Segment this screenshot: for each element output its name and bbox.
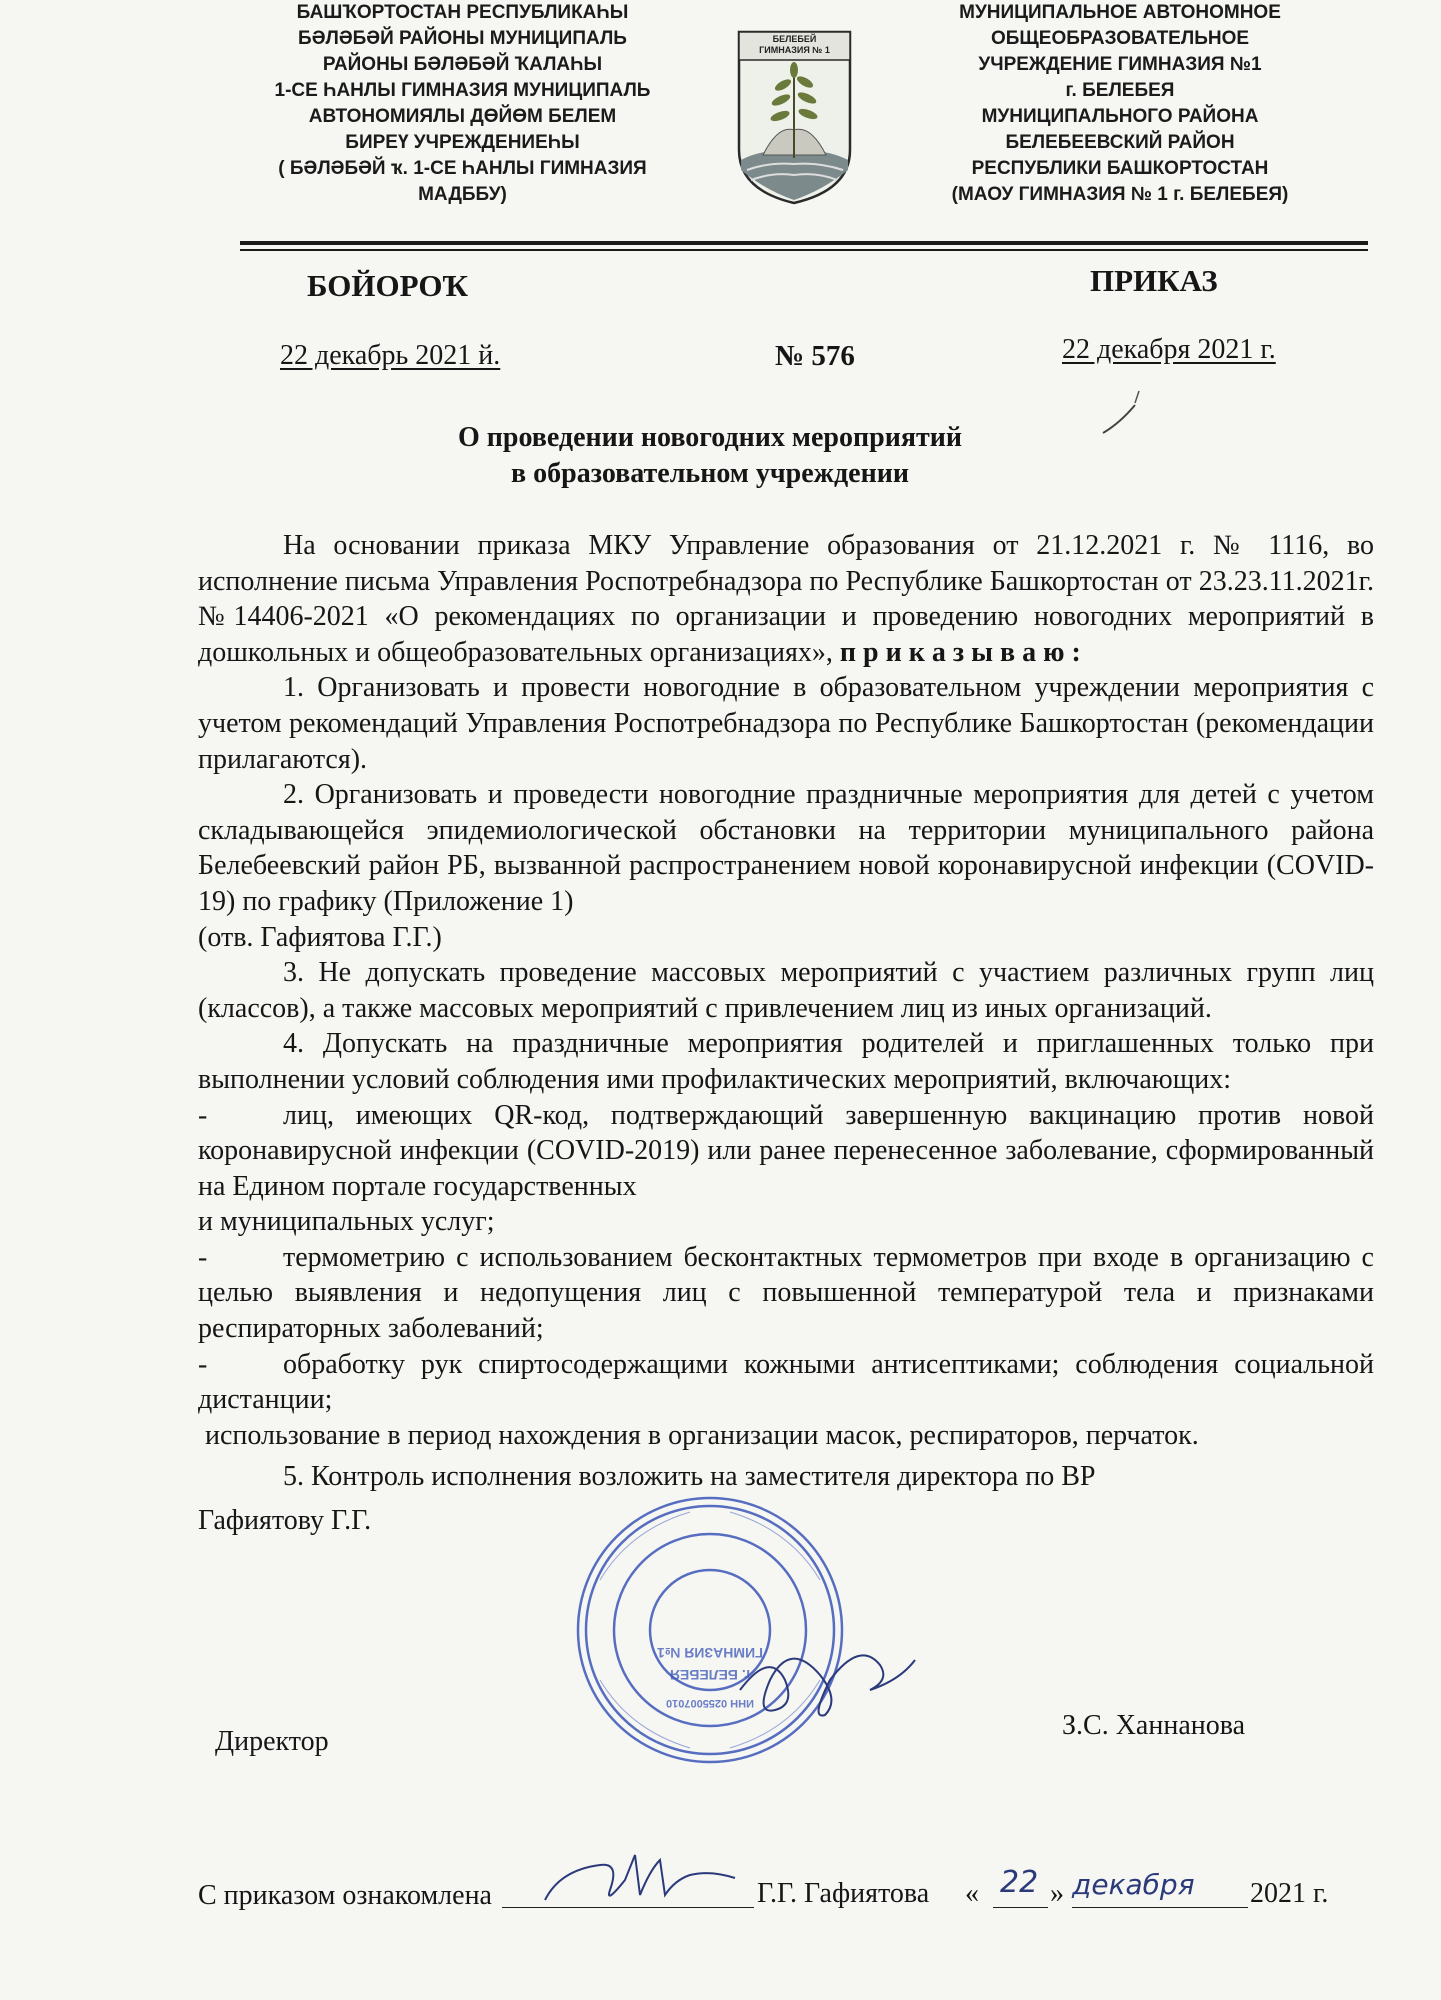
- ack-day-line: [993, 1907, 1048, 1908]
- header-left-line: БАШҠОРТОСТАН РЕСПУБЛИКАҺЫ: [296, 2, 629, 23]
- subitem-antiseptic-text: обработку рук спиртосодержащими кожными антисептиками; соблюдения социальной дистанции;: [198, 1348, 1374, 1416]
- ack-prefix: С приказом ознакомлена: [198, 1880, 492, 1911]
- subitem-antiseptic: [198, 1347, 1374, 1418]
- header-left-line: 1-СЕ ҺАНЛЫ ГИМНАЗИЯ МУНИЦИПАЛЬ: [274, 80, 651, 101]
- school-emblem: [733, 30, 856, 205]
- emblem-label-line: ГИМНАЗИЯ № 1: [759, 45, 830, 55]
- header-left-line: БИРЕҮ УЧРЕЖДЕНИЕҺЫ: [345, 132, 580, 153]
- header-left-line: АВТОНОМИЯЛЫ ДӨЙӨМ БЕЛЕМ: [308, 106, 617, 127]
- stamp-inner-text: ГИМНАЗИЯ №1: [656, 1645, 764, 1661]
- decree-word: п р и к а з ы в а ю :: [839, 636, 1081, 668]
- header-right-line: (МАОУ ГИМНАЗИЯ № 1 г. БЕЛЕБЕЯ): [951, 184, 1289, 205]
- ack-date-close-quote: »: [1050, 1878, 1064, 1909]
- subitem-masks: использование в период нахождения в организации масок, респираторов, перчаток.: [198, 1419, 1199, 1451]
- emblem-label-line: БЕЛЕБЕЙ: [772, 34, 817, 44]
- order-subject: [400, 420, 1020, 492]
- header-left-line: ( БӘЛӘБӘЙ ҡ. 1-СЕ ҺАНЛЫ ГИМНАЗИЯ: [278, 158, 647, 179]
- header-right-line: УЧРЕЖДЕНИЕ ГИМНАЗИЯ №1: [978, 54, 1262, 75]
- header-right-line: МУНИЦИПАЛЬНОГО РАЙОНА: [981, 106, 1259, 127]
- director-name: З.С. Ханнанова: [1062, 1710, 1246, 1741]
- stamp-inn: ИНН 0255007010: [665, 1697, 755, 1709]
- dash-marker: -: [198, 1099, 208, 1131]
- order-body: [198, 528, 1374, 1539]
- dash-marker: -: [198, 1241, 208, 1273]
- emblem-label: [733, 34, 856, 56]
- subitem-qr-text: лиц, имеющих QR-код, подтверждающий завершенную вакцинацию против новой коронавирусной инфекции (COVID-2019) или ранее перенесенное заболевание, сформированный на Едином портале государственных: [198, 1099, 1374, 1202]
- header-left-bashkir: [225, 0, 700, 208]
- subitem-thermometry: [198, 1240, 1374, 1347]
- date-bashkir: 22 декабрь 2021 й.: [280, 340, 501, 371]
- header-left-line: МАДББУ): [418, 184, 507, 205]
- ack-month-handwritten: декабря: [1072, 1868, 1195, 1901]
- header-right-line: МУНИЦИПАЛЬНОЕ АВТОНОМНОЕ: [959, 2, 1281, 23]
- director-title: Директор: [215, 1726, 329, 1757]
- item-5: 5. Контроль исполнения возложить на заместителя директора по ВР: [283, 1461, 1096, 1493]
- header-right-line: ОБЩЕОБРАЗОВАТЕЛЬНОЕ: [990, 28, 1250, 49]
- header-right-russian: [900, 0, 1340, 208]
- item-3: 3. Не допускать проведение массовых мероприятий с участием различных групп лиц (классов), а также массовых мероприятий с привлечением лиц из иных организаций.: [198, 957, 1374, 1024]
- emblem-shield-icon: [733, 30, 856, 205]
- header-right-line: г. БЕЛЕБЕЯ: [1065, 80, 1175, 101]
- item-1: 1. Организовать и провести новогодние в образовательном учреждении мероприятия с учетом рекомендаций Управления Роспотребнадзора по Республике Башкортостан (рекомендации прилагаются).: [198, 672, 1374, 775]
- order-number: № 576: [775, 340, 855, 372]
- header-left-line: РАЙОНЫ БӘЛӘБӘЙ ҠАЛАҺЫ: [322, 54, 603, 75]
- subitem-qr-tail: и муниципальных услуг;: [198, 1206, 495, 1238]
- title-bashkir: БОЙОРОҠ: [307, 268, 469, 303]
- header-left-line: БӘЛӘБӘЙ РАЙОНЫ МУНИЦИПАЛЬ: [298, 28, 627, 49]
- item-2: 2. Организовать и проведести новогодние праздничные мероприятия для детей с учетом складывающейся эпидемиологической обстановки на территории муниципального района Белебеевский район РБ, вызванной распространением новой коронавирусной инфекции (COVID-19) по графику (Приложение 1): [198, 779, 1374, 917]
- subject-line: О проведении новогодних мероприятий: [457, 422, 963, 453]
- dash-marker: -: [198, 1348, 208, 1380]
- header-divider-thick: [240, 241, 1368, 245]
- ack-name: Г.Г. Гафиятова: [757, 1878, 930, 1909]
- pen-mark-icon: [1095, 385, 1150, 440]
- ack-month-line: [1072, 1907, 1248, 1908]
- ack-day-handwritten: 22: [1000, 1865, 1039, 1900]
- ack-year: 2021 г.: [1250, 1878, 1329, 1909]
- stamp-city: г. БЕЛЕБЕЯ: [669, 1667, 751, 1683]
- item-4: 4. Допускать на праздничные мероприятия родителей и приглашенных только при выполнении условий соблюдения ими профилактических мероприятий, включающих:: [198, 1028, 1374, 1095]
- item-5-tail: Гафиятову Г.Г.: [198, 1505, 372, 1537]
- director-signature: [730, 1620, 920, 1730]
- header-right-line: РЕСПУБЛИКИ БАШКОРТОСТАН: [971, 158, 1269, 179]
- title-russian: ПРИКАЗ: [1090, 263, 1218, 298]
- subitem-thermometry-text: термометрию с использованием бесконтактных термометров при входе в организацию с целью выявления и недопущения лиц с повышенной температурой тела и признаками респираторных заболеваний;: [198, 1241, 1374, 1345]
- item-2-responsible: (отв. Гафиятова Г.Г.): [198, 921, 442, 953]
- date-russian: 22 декабря 2021 г.: [1062, 334, 1276, 365]
- ack-date-open-quote: «: [965, 1878, 979, 1909]
- preamble-text: На основании приказа МКУ Управление образования от 21.12.2021 г. № 1116, во исполнение письма Управления Роспотребнадзора по Республике Башкортостан от 23.23.11.2021г. №14406-2021 «О рекомендациях по организации и проведению новогодних мероприятий в дошкольных и общеобразовательных организациях»,: [198, 530, 1374, 668]
- header-right-line: БЕЛЕБЕЕВСКИЙ РАЙОН: [1005, 132, 1235, 153]
- subitem-qr-code: [198, 1098, 1374, 1205]
- ack-signature: [540, 1840, 740, 1920]
- header-divider-thin: [240, 249, 1368, 251]
- subject-line: в образовательном учреждении: [511, 458, 909, 489]
- preamble-paragraph: [198, 528, 1374, 670]
